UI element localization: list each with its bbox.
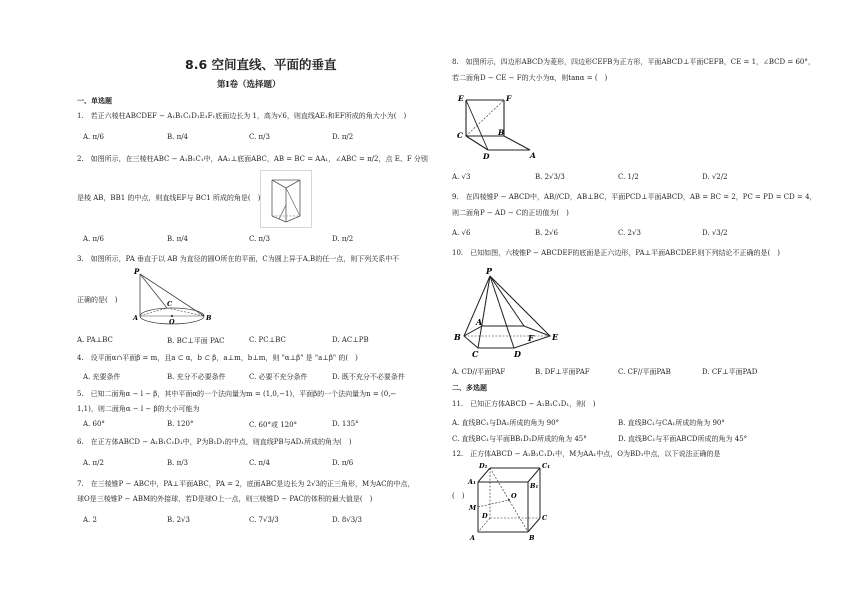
fig12-label-d: D: [482, 512, 488, 520]
q7-option-a[interactable]: A. 2: [83, 516, 97, 524]
fig12-label-c1: C₁: [542, 462, 551, 470]
question-3-line2: 正确的是( ): [77, 296, 118, 304]
question-10-text: 10. 已知如图，六棱锥P − ABCDEF的底面是正六边形，PA⊥平面ABCDEF.则下列结论不正确的是( ): [452, 249, 780, 257]
question-5-line2: 1,1)，则二面角α − l − β的大小可能为: [77, 405, 200, 413]
fig12-label-c: C: [542, 514, 548, 522]
q4-option-b[interactable]: B. 充分不必要条件: [167, 373, 226, 381]
q1-option-c[interactable]: C. π/3: [249, 133, 270, 141]
prism-figure: [260, 170, 312, 228]
question-11-text: 11. 已知正方体ABCD − A₁B₁C₁D₁，则( ): [452, 400, 596, 408]
fig8-label-b: B: [498, 128, 505, 137]
q4-option-c[interactable]: C. 必要不充分条件: [249, 373, 308, 381]
question-8-line2: 若二面角D − CE − F的大小为α，则tanα = ( ): [452, 74, 608, 82]
q8-option-d[interactable]: D. √2/2: [702, 173, 728, 181]
q5-option-c[interactable]: C. 60°或 120°: [249, 421, 298, 429]
question-9-line1: 9. 在四棱锥P − ABCD中，AB//CD，AB⊥BC，平面PCD⊥平面ABCD，AB = BC = 2，PC = PD = CD = 4，: [452, 193, 817, 201]
q11-option-d[interactable]: D. 直线BC₁与平面ABCD所成的角为 45°: [618, 435, 748, 443]
fig12-label-a1: A₁: [468, 478, 476, 486]
fig12-label-o: O: [511, 492, 517, 500]
fig3-label-c: C: [167, 300, 173, 308]
q9-option-c[interactable]: C. 2√3: [618, 229, 641, 237]
fig10-label-c: C: [472, 349, 479, 358]
fig10-label-p: P: [486, 266, 493, 276]
question-2-line1: 2. 如图所示，在三棱柱ABC − A₁B₁C₁中，AA₁⊥底面ABC，AB = BC = AA₁，∠ABC = π/2，点 E、F 分别: [77, 155, 428, 163]
section-heading-single-choice: 一、单选题: [77, 96, 112, 105]
fig8-label-d: D: [483, 152, 490, 161]
q9-option-b[interactable]: B. 2√6: [535, 229, 558, 237]
q7-option-b[interactable]: B. 2√3: [167, 516, 190, 524]
question-1-text: 1. 若正六棱柱ABCDEF − A₁B₁C₁D₁E₁F₁底面边长为 1，高为√6，则直线AE₁和EF所成的角大小为( ): [77, 112, 407, 120]
fig12-label-b: B: [529, 534, 535, 542]
q3-option-c[interactable]: C. PC⊥BC: [249, 336, 286, 344]
q6-option-d[interactable]: D. π/6: [332, 459, 354, 467]
question-12-line2: ( ): [452, 492, 465, 500]
q10-option-d[interactable]: D. CF⊥平面PAD: [702, 368, 758, 376]
fig10-label-b: B: [454, 332, 461, 342]
q4-option-d[interactable]: D. 既不充分不必要条件: [332, 373, 405, 381]
question-6-text: 6. 在正方体ABCD − A₁B₁C₁D₁中，P为B₁D₁的中点，则直线PB与AD₁所成的角为( ): [77, 438, 352, 446]
q11-option-a[interactable]: A. 直线BC₁与DA₁所成的角为 90°: [452, 419, 560, 427]
question-8-line1: 8. 如图所示，四边形ABCD为菱形，四边形CEFB为正方形，平面ABCD⊥平面CEFB，CE = 1，∠BCD = 60°，: [452, 58, 815, 66]
fig12-label-b1: B₁: [530, 482, 539, 490]
fig10-label-e: E: [552, 332, 559, 342]
q11-option-b[interactable]: B. 直线BC₁与CA₁所成的角为 90°: [618, 419, 725, 427]
q3-option-b[interactable]: B. BC⊥平面 PAC: [167, 337, 225, 345]
fig8-label-a: A: [530, 151, 536, 160]
q8-option-c[interactable]: C. 1/2: [618, 173, 639, 181]
fig10-label-f: F: [528, 333, 534, 343]
fig8-label-f: F: [506, 94, 512, 103]
q4-option-a[interactable]: A. 充要条件: [83, 373, 121, 381]
q8-option-b[interactable]: B. 2√3/3: [535, 173, 565, 181]
question-7-line1: 7. 在三棱锥P − ABC中，PA⊥平面ABC，PA = 2，底面ABC是边长为 2√3的正三角形，M为AC的中点，: [77, 480, 415, 488]
q9-option-a[interactable]: A. √6: [452, 229, 471, 237]
rhombus-square-figure: [454, 92, 544, 162]
fig12-label-d1: D₁: [479, 462, 488, 470]
cone-circle-figure: [129, 266, 215, 328]
question-3-line1: 3. 如图所示，PA 垂直于以 AB 为直径的圆O所在的平面，C为圆上异于A,B的任一点，则下列关系中不: [77, 255, 400, 263]
q2-option-d[interactable]: D. π/2: [332, 235, 354, 243]
q2-option-b[interactable]: B. π/4: [167, 235, 189, 243]
hexagonal-pyramid-figure: [454, 266, 564, 358]
question-9-line2: 则二面角P − AD − C的正切值为( ): [452, 209, 569, 217]
q1-option-a[interactable]: A. π/6: [83, 133, 104, 141]
q1-option-b[interactable]: B. π/4: [167, 133, 189, 141]
q8-option-a[interactable]: A. √3: [452, 173, 471, 181]
q3-option-a[interactable]: A. PA⊥BC: [77, 336, 113, 344]
q6-option-b[interactable]: B. π/3: [167, 459, 189, 467]
question-2-line2: 是棱 AB，BB1 的中点，则直线EF与 BC1 所成的角是( ): [77, 194, 261, 202]
cube-figure: [466, 460, 556, 546]
q9-option-d[interactable]: D. √3/2: [702, 229, 728, 237]
fig12-label-m: M: [469, 504, 477, 512]
q11-option-c[interactable]: C. 直线BC₁与平面BB₁D₁D所成的角为 45°: [452, 435, 587, 443]
fig10-label-a: A: [476, 317, 483, 327]
q10-option-a[interactable]: A. CD//平面PAF: [452, 368, 506, 376]
q5-option-d[interactable]: D. 135°: [332, 420, 359, 428]
fig3-label-p: P: [134, 267, 140, 276]
q2-option-a[interactable]: A. π/6: [83, 235, 104, 243]
q1-option-d[interactable]: D. π/2: [332, 133, 354, 141]
q7-option-c[interactable]: C. 7√3/3: [249, 516, 279, 524]
question-12-line1: 12. 正方体ABCD − A₁B₁C₁D₁中，M为AA₁中点，O为BD₁中点，以下说法正确的是: [452, 450, 721, 458]
fig3-label-a: A: [133, 314, 139, 322]
fig8-label-e: E: [458, 94, 464, 103]
question-4-text: 4. 设平面α∩平面β = m，且a ⊂ α，b ⊂ β，a⊥m，b⊥m，则 "α⊥β" 是 "a⊥β" 的( ): [77, 354, 358, 362]
question-5-line1: 5. 已知二面角α − l − β，其中平面α的一个法向量为m = (1,0,−1)，平面β的一个法向量为n = (0,−: [77, 390, 397, 398]
page-subtitle: 第Ⅰ卷（选择题）: [217, 80, 281, 90]
section-heading-multi-choice: 二、多选题: [452, 383, 487, 392]
q10-option-b[interactable]: B. DF⊥平面PAF: [535, 368, 590, 376]
question-7-line2: 球O是三棱锥P − ABM的外接球，若D是球O上一点，则三棱锥D − PAC的体积的最大值是( ): [77, 495, 373, 503]
q2-option-c[interactable]: C. π/3: [249, 235, 270, 243]
q3-option-d[interactable]: D. AC⊥PB: [332, 336, 369, 344]
fig8-label-c: C: [457, 131, 463, 140]
q5-option-b[interactable]: B. 120°: [167, 420, 194, 428]
q10-option-c[interactable]: C. CF//平面PAB: [618, 368, 671, 376]
q6-option-c[interactable]: C. π/4: [249, 459, 270, 467]
q6-option-a[interactable]: A. π/2: [83, 459, 104, 467]
page-title: 8.6 空间直线、平面的垂直: [185, 57, 337, 72]
q5-option-a[interactable]: A. 60°: [83, 420, 105, 428]
q7-option-d[interactable]: D. 8√3/3: [332, 516, 362, 524]
fig3-label-o: O: [169, 318, 175, 326]
fig12-label-a: A: [470, 534, 476, 542]
fig3-label-b: B: [206, 314, 212, 322]
fig10-label-d: D: [514, 349, 521, 358]
